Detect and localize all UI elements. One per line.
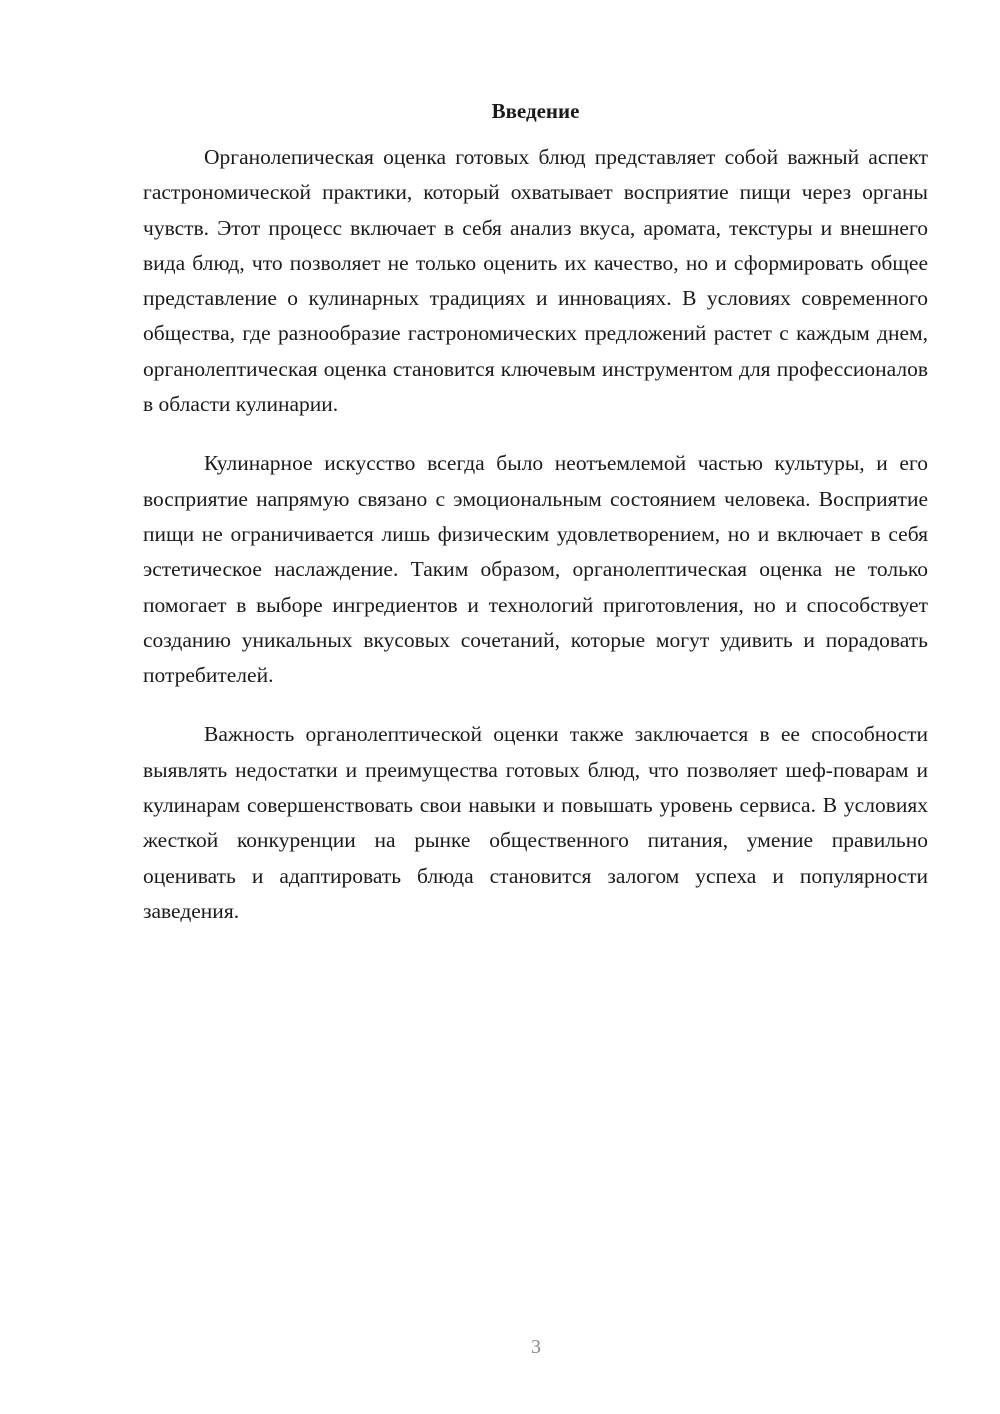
page-content [143,96,928,929]
paragraph-3: Важность органолептической оценки также заключается в ее способности выявлять недостатки и преимущества готовых блюд, что позволяет шеф-поварам и кулинарам совершенствовать свои навыки и повышать уровень сервиса. В условиях жесткой конкуренции на рынке общественного питания, умение правильно оценивать и адаптировать блюда становится залогом успеха и популярности заведения. [143,722,928,923]
paragraph-2: Кулинарное искусство всегда было неотъемлемой частью культуры, и его восприятие напрямую связано с эмоциональным состоянием человека. Восприятие пищи не ограничивается лишь физическим удовлетворением, но и включает в себя эстетическое наслаждение. Таким образом, органолептическая оценка не только помогает в выборе ингредиентов и технологий приготовления, но и способствует созданию уникальных вкусовых сочетаний, которые могут удивить и порадовать потребителей. [143,451,928,688]
section-heading: Введение [491,99,580,123]
paragraph-1: Органолепическая оценка готовых блюд представляет собой важный аспект гастрономической практики, который охватывает восприятие пищи через органы чувств. Этот процесс включает в себя анализ вкуса, аромата, текстуры и внешнего вида блюд, что позволяет не только оценить их качество, но и сформировать общее представление о кулинарных традициях и инновациях. В условиях современного общества, где разнообразие гастрономических предложений растет с каждым днем, органолептическая оценка становится ключевым инструментом для профессионалов в области кулинарии. [143,145,928,417]
page-number: 3 [531,1336,541,1358]
